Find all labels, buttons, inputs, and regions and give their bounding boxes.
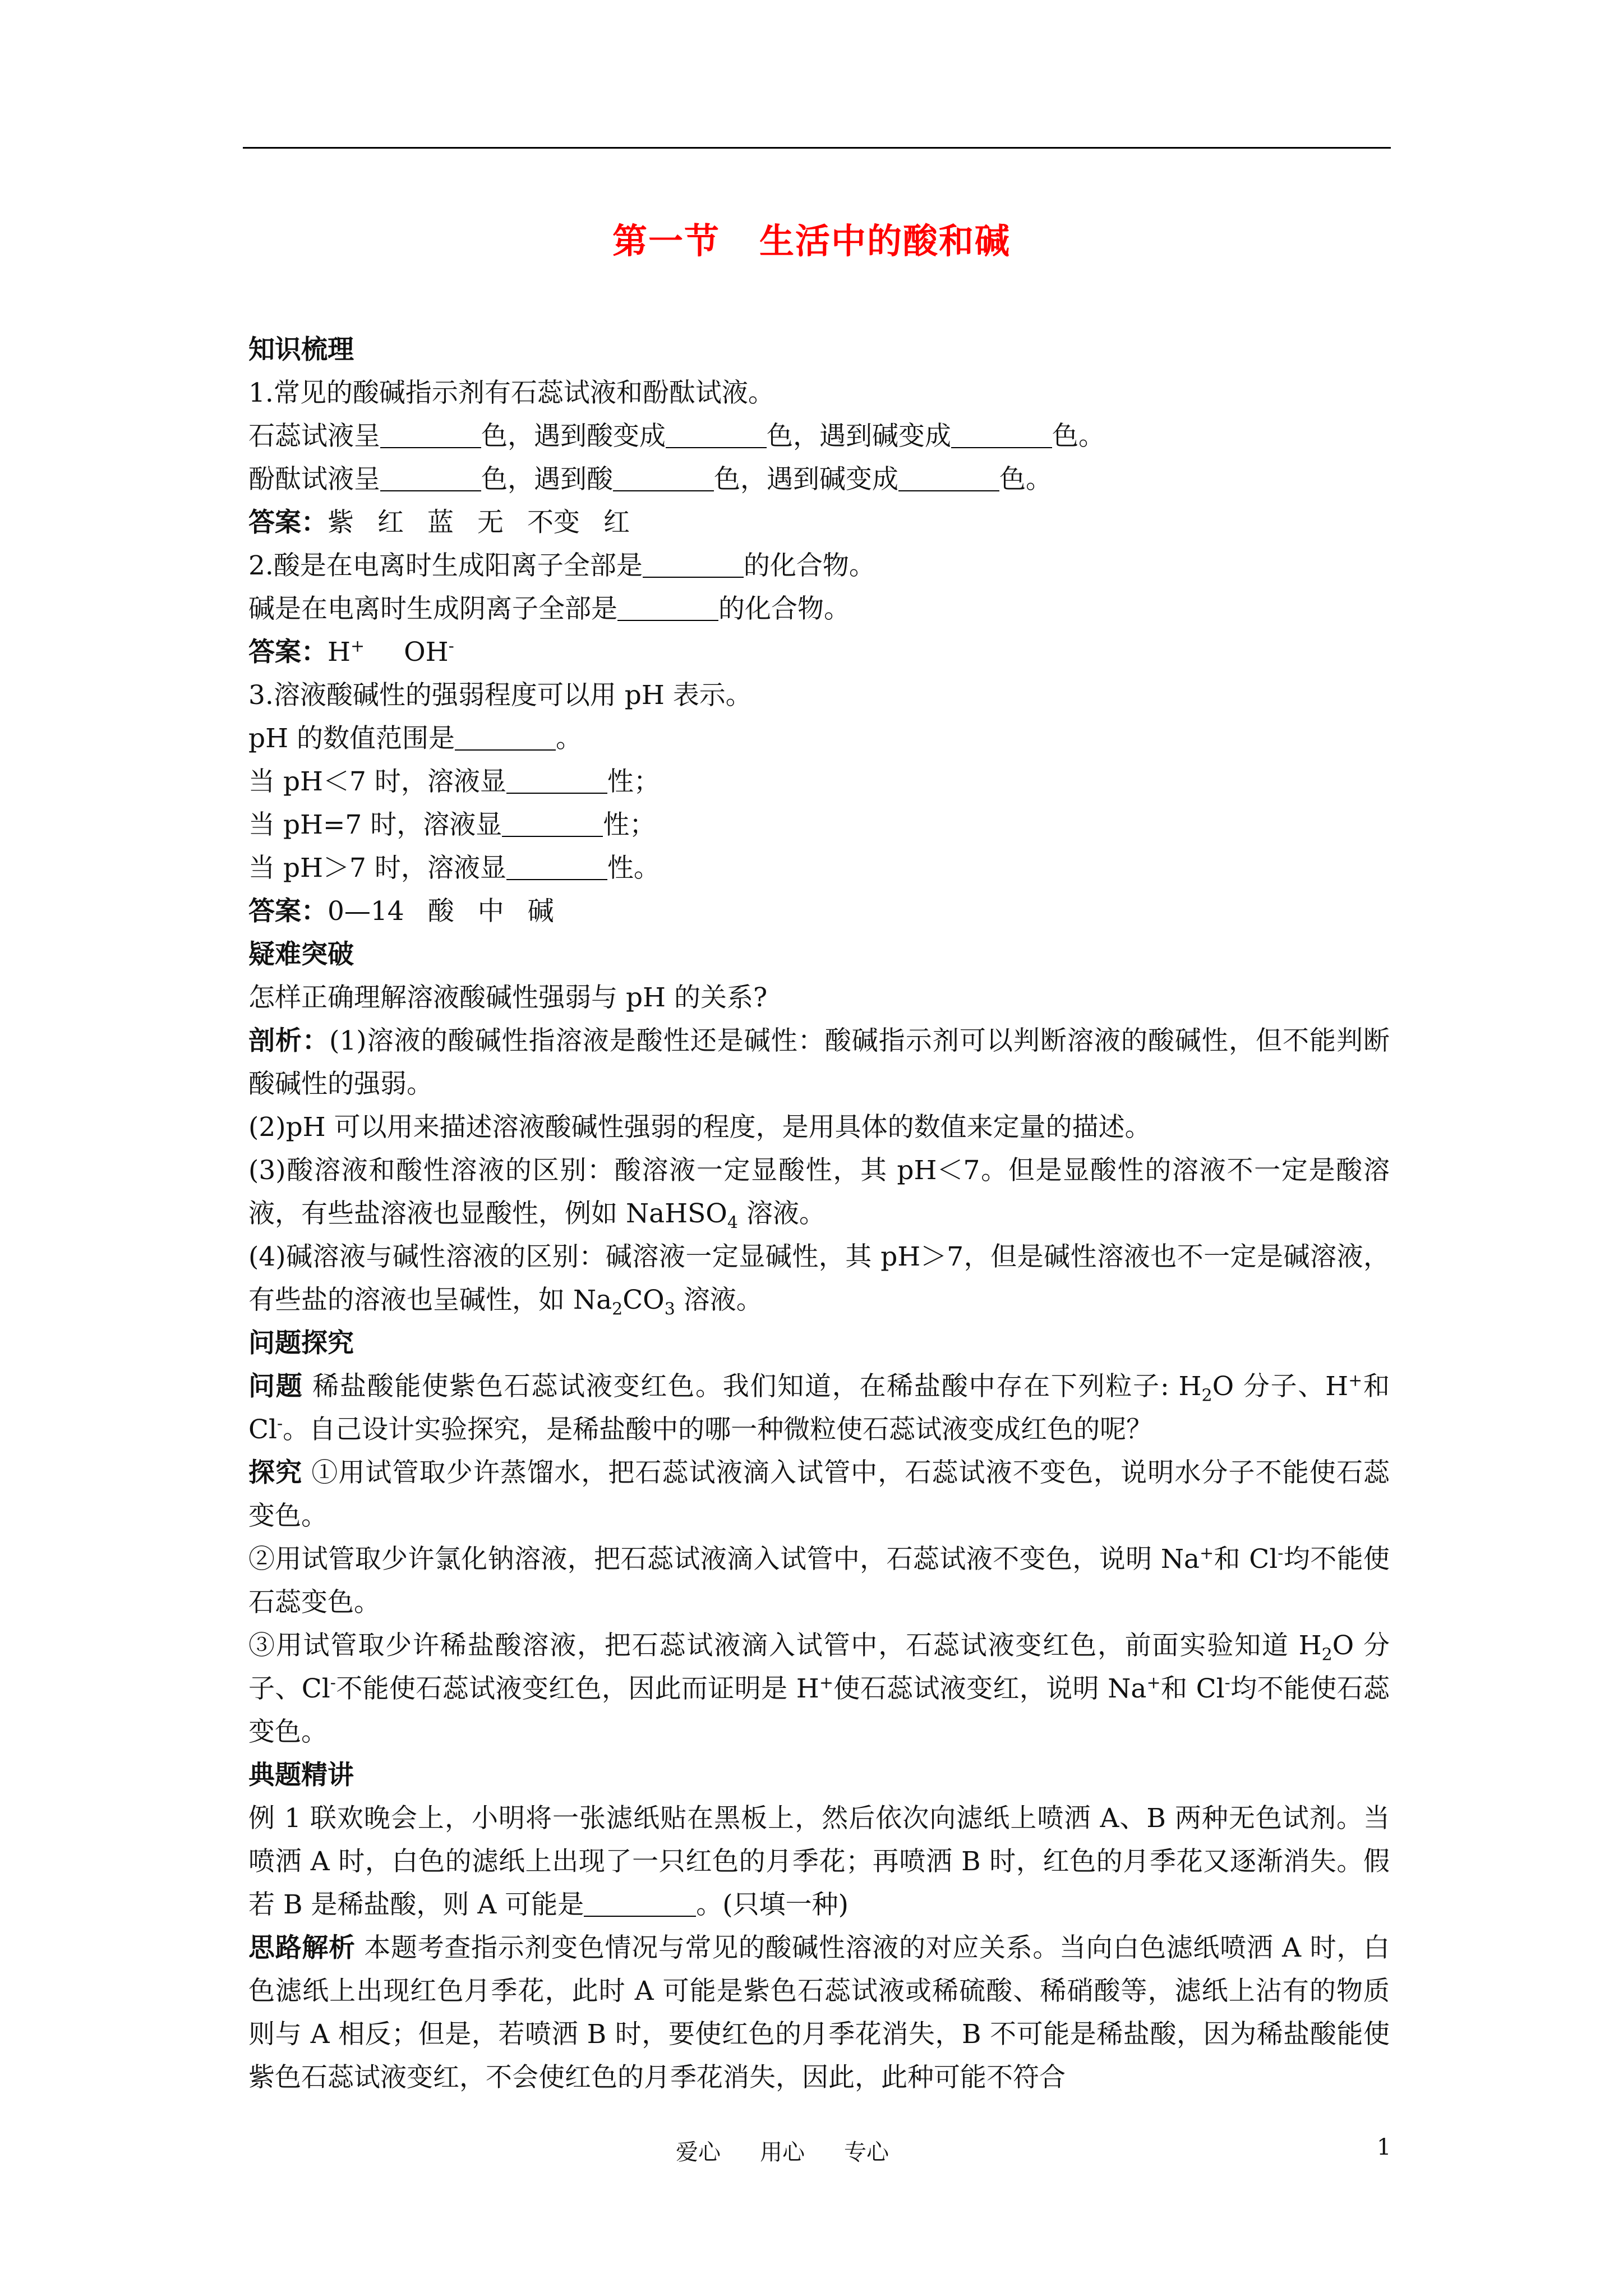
answer-blank bbox=[666, 419, 767, 448]
inquiry-step-2: ②用试管取少许氯化钠溶液，把石蕊试液滴入试管中，石蕊试液不变色，说明 Na+和 Cl-均不能使石蕊变色。 bbox=[248, 1543, 1390, 1618]
analysis-paragraph-2: (2)pH 可以用来描述溶液酸碱性强弱的程度，是用具体的数值来定量的描述。 bbox=[248, 1112, 1151, 1143]
phenolphthalein-line: 酚酞试液呈 色，遇到酸 色，遇到碱变成 色。 bbox=[248, 458, 1390, 501]
section-heading-examples: 典题精讲 bbox=[248, 1760, 354, 1791]
document-body bbox=[248, 328, 1390, 2099]
answer-blank bbox=[380, 462, 481, 491]
answer-blank bbox=[506, 765, 607, 794]
section-heading-knowledge: 知识梳理 bbox=[248, 334, 354, 365]
difficulty-question: 怎样正确理解溶液酸碱性强弱与 pH 的关系? bbox=[248, 982, 768, 1013]
section-heading-inquiry: 问题探究 bbox=[248, 1328, 354, 1359]
analysis-paragraph-1: 剖析：(1)溶液的酸碱性指溶液是酸性还是碱性：酸碱指示剂可以判断溶液的酸碱性，但不能判断酸碱性的强弱。 bbox=[248, 1025, 1390, 1099]
answer-blank bbox=[951, 419, 1052, 448]
inquiry-step-3: ③用试管取少许稀盐酸溶液，把石蕊试液滴入试管中，石蕊试液变红色，前面实验知道 $H_2O$ 分子、Cl-不能使石蕊试液变红色，因此而证明是 H+使石蕊试液变红，说明 Na+和 Cl-均不能使石蕊变色。 bbox=[248, 1630, 1390, 1747]
page-number: 1 bbox=[1377, 2134, 1391, 2160]
question-2-acid: 2.酸是在电离时生成阳离子全部是 的化合物。 bbox=[248, 544, 1390, 587]
answer-blank bbox=[380, 419, 481, 448]
section-heading-difficulty: 疑难突破 bbox=[248, 939, 354, 970]
ph-greater-than-7: 当 pH＞7 时，溶液显 性。 bbox=[248, 846, 1390, 890]
answer-blank bbox=[455, 721, 556, 751]
footer-motto: 爱心 用心 专心 bbox=[676, 2139, 889, 2165]
question-1: 1.常见的酸碱指示剂有石蕊试液和酚酞试液。 bbox=[248, 378, 774, 408]
answer-blank bbox=[898, 462, 999, 491]
example-1: 例 1 联欢晚会上，小明将一张滤纸贴在黑板上，然后依次向滤纸上喷洒 A、B 两种无色试剂。当喷洒 A 时，白色的滤纸上出现了一只红色的月季花；再喷洒 B 时，红色的月季花又逐渐消失。假若 B 是稀盐酸，则 A 可能是 。(只填一种) bbox=[248, 1803, 1390, 1920]
question-2-base: 碱是在电离时生成阴离子全部是 的化合物。 bbox=[248, 587, 1390, 631]
page-title: 第一节 生活中的酸和碱 bbox=[612, 220, 1011, 261]
answer-blank bbox=[617, 592, 718, 621]
inquiry-question: 问题 稀盐酸能使紫色石蕊试液变红色。我们知道，在稀盐酸中存在下列粒子: $H_2O$ 分子、H+和 Cl-。自己设计实验探究，是稀盐酸中的哪一种微粒使石蕊试液变成红色的呢？ bbox=[248, 1370, 1390, 1445]
answer-blank bbox=[506, 851, 607, 880]
ph-less-than-7: 当 pH＜7 时，溶液显 性； bbox=[248, 760, 1390, 803]
ph-equal-7: 当 pH=7 时，溶液显 性； bbox=[248, 803, 1390, 846]
ph-range-line: pH 的数值范围是 。 bbox=[248, 717, 1390, 760]
answer-2: 答案：H+ OH- bbox=[248, 636, 454, 668]
analysis-paragraph-3: (3)酸溶液和酸性溶液的区别：酸溶液一定显酸性，其 pH＜7。但是显酸性的溶液不一定是酸溶液，有些盐溶液也显酸性，例如 NaHSO$_4$ 溶液。 bbox=[248, 1155, 1390, 1233]
answer-blank bbox=[643, 549, 744, 578]
header-rule bbox=[243, 147, 1391, 149]
answer-blank bbox=[502, 808, 603, 837]
question-3: 3.溶液酸碱性的强弱程度可以用 pH 表示。 bbox=[248, 680, 752, 711]
inquiry-step-1: 探究 ①用试管取少许蒸馏水，把石蕊试液滴入试管中，石蕊试液不变色，说明水分子不能使石蕊变色。 bbox=[248, 1457, 1390, 1531]
analysis-paragraph-4: (4)碱溶液与碱性溶液的区别：碱溶液一定显碱性，其 pH＞7，但是碱性溶液也不一定是碱溶液，有些盐的溶液也呈碱性，如 $Na_2CO_3$ 溶液。 bbox=[248, 1241, 1390, 1319]
answer-1: 答案：紫 红 蓝 无 不变 红 bbox=[248, 507, 630, 538]
answer-blank bbox=[584, 1888, 696, 1917]
solution-analysis: 思路解析 本题考查指示剂变色情况与常见的酸碱性溶液的对应关系。当向白色滤纸喷洒 A 时，白色滤纸上出现红色月季花，此时 A 可能是紫色石蕊试液或稀硫酸、稀硝酸等，滤纸上沾有的物质则与 A 相反；但是，若喷洒 B 时，要使红色的月季花消失，B 不可能是稀盐酸，因为稀盐酸能使紫色石蕊试液变红，不会使红色的月季花消失，因此，此种可能不符合 bbox=[248, 1932, 1390, 2093]
answer-3: 答案：0—14 酸 中 碱 bbox=[248, 896, 554, 927]
answer-blank bbox=[613, 462, 714, 491]
litmus-line: 石蕊试液呈 色，遇到酸变成 色，遇到碱变成 色。 bbox=[248, 415, 1390, 458]
